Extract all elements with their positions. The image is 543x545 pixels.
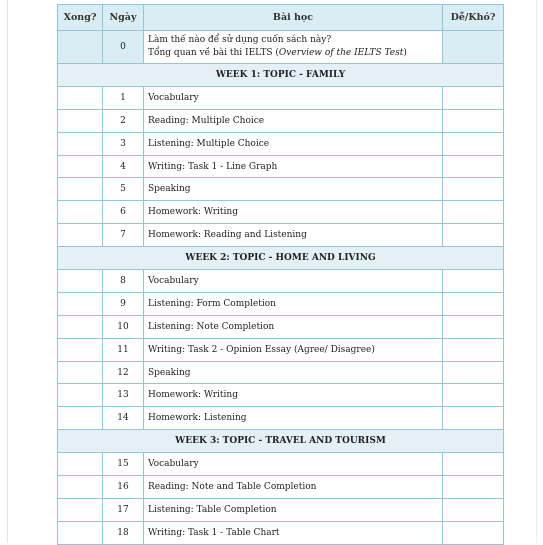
table-row: [58, 201, 504, 224]
day-cell: 5: [103, 178, 144, 201]
done-cell[interactable]: [58, 476, 103, 499]
table-row: [58, 109, 504, 132]
header-lesson: Bài học: [144, 5, 443, 31]
lesson-cell: Listening: Table Completion: [144, 498, 443, 521]
difficulty-cell[interactable]: [443, 292, 504, 315]
lesson-cell: Homework: Writing: [144, 201, 443, 224]
day-cell: 17: [103, 498, 144, 521]
lesson-cell: Listening: Note Completion: [144, 315, 443, 338]
difficulty-cell[interactable]: [443, 407, 504, 430]
day-cell: 18: [103, 521, 144, 544]
lesson-cell: Vocabulary: [144, 86, 443, 109]
lesson-cell: Writing: Task 2 - Opinion Essay (Agree/ Disagree): [144, 338, 443, 361]
difficulty-cell[interactable]: [443, 476, 504, 499]
day-cell: 7: [103, 224, 144, 247]
difficulty-cell[interactable]: [443, 109, 504, 132]
done-cell[interactable]: [58, 407, 103, 430]
page-edge-left: [7, 0, 8, 543]
header-difficulty: Dễ/Khó?: [443, 5, 504, 31]
done-cell[interactable]: [58, 315, 103, 338]
table-row: [58, 315, 504, 338]
table-row: [58, 384, 504, 407]
done-cell[interactable]: [58, 132, 103, 155]
done-cell[interactable]: [58, 224, 103, 247]
day-cell: 0: [103, 31, 144, 64]
done-cell[interactable]: [58, 109, 103, 132]
lesson-cell: Writing: Task 1 - Table Chart: [144, 521, 443, 544]
done-cell[interactable]: [58, 384, 103, 407]
day-cell: 14: [103, 407, 144, 430]
day-cell: 13: [103, 384, 144, 407]
day-cell: 8: [103, 270, 144, 293]
done-cell[interactable]: [58, 521, 103, 544]
table-row: [58, 521, 504, 544]
table-row: [58, 155, 504, 178]
lesson-cell: Reading: Multiple Choice: [144, 109, 443, 132]
difficulty-cell[interactable]: [443, 86, 504, 109]
lesson-cell: Homework: Reading and Listening: [144, 224, 443, 247]
day-cell: 16: [103, 476, 144, 499]
difficulty-cell[interactable]: [443, 521, 504, 544]
done-cell[interactable]: [58, 361, 103, 384]
week-heading: WEEK 3: TOPIC - TRAVEL AND TOURISM: [58, 430, 504, 453]
week-heading: WEEK 2: TOPIC - HOME AND LIVING: [58, 247, 504, 270]
table-row: [58, 86, 504, 109]
done-cell[interactable]: [58, 201, 103, 224]
day-cell: 6: [103, 201, 144, 224]
table-row: [58, 476, 504, 499]
week-heading-row: [58, 247, 504, 270]
header-done: Xong?: [58, 5, 103, 31]
done-cell[interactable]: [58, 292, 103, 315]
lesson-cell: Vocabulary: [144, 270, 443, 293]
day-cell: 9: [103, 292, 144, 315]
table-row: [58, 407, 504, 430]
day-cell: 4: [103, 155, 144, 178]
done-cell[interactable]: [58, 270, 103, 293]
difficulty-cell[interactable]: [443, 155, 504, 178]
lesson-cell: Speaking: [144, 178, 443, 201]
lesson-cell: Homework: Writing: [144, 384, 443, 407]
table-row: [58, 292, 504, 315]
lesson-cell: Speaking: [144, 361, 443, 384]
lesson-cell: [144, 31, 443, 64]
table-row: [58, 338, 504, 361]
lesson-cell: Listening: Form Completion: [144, 292, 443, 315]
table-row: [58, 498, 504, 521]
lesson-cell: Reading: Note and Table Completion: [144, 476, 443, 499]
day-cell: 2: [103, 109, 144, 132]
intro-row: [58, 31, 504, 64]
table-row: [58, 270, 504, 293]
day-cell: 10: [103, 315, 144, 338]
done-cell[interactable]: [58, 498, 103, 521]
intro-line-1: Làm thế nào để sử dụng cuốn sách này?: [148, 35, 332, 45]
header-day: Ngày: [103, 5, 144, 31]
week-heading-row: [58, 64, 504, 87]
done-cell[interactable]: [58, 338, 103, 361]
day-cell: 12: [103, 361, 144, 384]
difficulty-cell[interactable]: [443, 224, 504, 247]
table-row: [58, 178, 504, 201]
done-cell[interactable]: [58, 178, 103, 201]
day-cell: 3: [103, 132, 144, 155]
table-row: [58, 132, 504, 155]
done-cell[interactable]: [58, 31, 103, 64]
difficulty-cell[interactable]: [443, 453, 504, 476]
done-cell[interactable]: [58, 453, 103, 476]
lesson-cell: Listening: Multiple Choice: [144, 132, 443, 155]
difficulty-cell[interactable]: [443, 338, 504, 361]
difficulty-cell[interactable]: [443, 270, 504, 293]
lesson-cell: Homework: Listening: [144, 407, 443, 430]
done-cell[interactable]: [58, 155, 103, 178]
week-heading: WEEK 1: TOPIC - FAMILY: [58, 64, 504, 87]
lesson-cell: Vocabulary: [144, 453, 443, 476]
difficulty-cell[interactable]: [443, 498, 504, 521]
page-edge-right: [536, 0, 537, 543]
difficulty-cell[interactable]: [443, 201, 504, 224]
difficulty-cell[interactable]: [443, 178, 504, 201]
table-row: [58, 453, 504, 476]
difficulty-cell[interactable]: [443, 31, 504, 64]
study-plan-table: [57, 4, 504, 545]
difficulty-cell[interactable]: [443, 384, 504, 407]
table-row: [58, 361, 504, 384]
done-cell[interactable]: [58, 86, 103, 109]
difficulty-cell[interactable]: [443, 132, 504, 155]
intro-line-2: Tổng quan về bài thi IELTS (Overview of the IELTS Test): [148, 48, 407, 58]
day-cell: 15: [103, 453, 144, 476]
day-cell: 1: [103, 86, 144, 109]
difficulty-cell[interactable]: [443, 315, 504, 338]
week-heading-row: [58, 430, 504, 453]
day-cell: 11: [103, 338, 144, 361]
difficulty-cell[interactable]: [443, 361, 504, 384]
table-row: [58, 224, 504, 247]
lesson-cell: Writing: Task 1 - Line Graph: [144, 155, 443, 178]
table-header-row: [58, 5, 504, 31]
